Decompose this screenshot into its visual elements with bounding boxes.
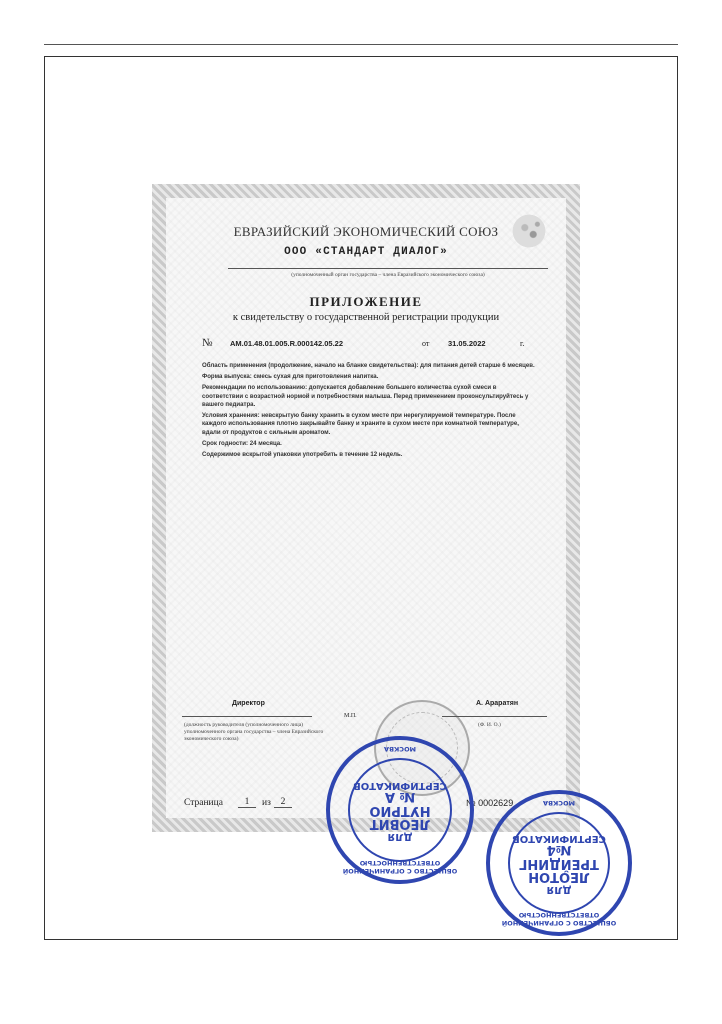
seal-place-label: М.П.: [344, 713, 357, 719]
certificate-header: [182, 224, 550, 258]
paragraph-form: Форма выпуска: смесь сухая для приготовления напитка.: [202, 373, 379, 381]
stamp-line: НУТРИО: [369, 802, 431, 818]
stamp-ring-top: ОБЩЕСТВО С ОГРАНИЧЕННОЙ ОТВЕТСТВЕННОСТЬЮ: [501, 911, 617, 927]
page-of-label: из: [262, 798, 271, 808]
stamp-ring-bottom: МОСКВА: [383, 745, 417, 753]
name-signature-line: [442, 716, 547, 717]
stamp-line: ДЛЯ: [546, 883, 572, 895]
stamp-line: №4: [546, 842, 572, 858]
paragraph-scope: Область применения (продолжение, начало на бланке свидетельства): для питания детей старше 6 месяцев.: [202, 362, 535, 369]
paragraph-usage: Рекомендации по использованию: допускается добавление большего количества сухой смеси в соответствии с возрастной нормой и потребностями малыша. Перед применением проконсультируйтесь у вашего педиатра.: [202, 384, 529, 408]
stamp-line: СЕРТИФИКАТОВ: [512, 832, 606, 844]
stamp-center: [353, 770, 447, 850]
signatory-name: А. Араратян: [476, 700, 519, 707]
page-total: 2: [274, 797, 292, 808]
serial-number: № 0002629: [466, 798, 514, 808]
date-prefix: от: [422, 339, 430, 348]
page-current: 1: [238, 797, 256, 808]
paragraph-shelf-life: Срок годности: 24 месяца.: [202, 439, 282, 447]
document-title: ПРИЛОЖЕНИЕ: [309, 294, 423, 309]
top-rule: [44, 44, 678, 45]
stamp-line: ЛЕОТОН: [528, 869, 590, 885]
paragraph-opened: Содержимое вскрытой упаковки употребить в течение 12 недель.: [202, 450, 403, 458]
paragraph-storage: Условия хранения: невскрытую банку хранить в сухом месте при нерегулируемой температуре. После каждого использования плотно закрывайте банку и храните в сухом месте при комнатной температуре, вдали от продуктов с сильным ароматом.: [202, 412, 519, 436]
stamp-line: СЕРТИФИКАТОВ: [353, 779, 447, 791]
authority-caption: (уполномоченный орган государства – члена Евразийского экономического союза): [291, 272, 485, 278]
header-divider: [228, 268, 548, 269]
fio-caption: (Ф. И. О.): [478, 722, 501, 728]
certificate-content: [182, 214, 550, 808]
position-signature-line: [182, 716, 312, 717]
stamp-ring-bottom: МОСКВА: [542, 799, 576, 807]
union-name: ЕВРАЗИЙСКИЙ ЭКОНОМИЧЕСКИЙ СОЮЗ: [233, 224, 499, 239]
stamp-center: [512, 824, 606, 902]
blue-stamp-leovit: [326, 736, 474, 884]
organization-name: ООО «СТАНДАРТ ДИАЛОГ»: [284, 246, 448, 258]
registration-number: AM.01.48.01.005.R.000142.05.22: [230, 339, 344, 348]
stamp-line: ТРЕЙДИНГ: [519, 855, 599, 871]
number-sign: №: [202, 337, 213, 349]
registration-date: 31.05.2022: [448, 339, 486, 348]
stamp-line: ДЛЯ: [387, 830, 413, 842]
stamp-line: ЛЕОВИТ: [369, 816, 431, 832]
stamp-ring-top: ОБЩЕСТВО С ОГРАНИЧЕННОЙ ОТВЕТСТВЕННОСТЬЮ: [342, 859, 458, 875]
stamp-line: № А: [384, 789, 416, 805]
certificate-form: [152, 184, 580, 832]
page-label: Страница: [184, 798, 223, 808]
document-subtitle: к свидетельству о государственной регистрации продукции: [232, 312, 500, 323]
blue-stamp-leoton: [486, 790, 632, 936]
position-caption: (должность руководителя (уполномоченного лица) уполномоченного органа государства – члена Евразийского экономического союза): [184, 722, 324, 742]
date-suffix: г.: [520, 339, 525, 348]
certificate-body: [202, 362, 538, 462]
emblem-icon: [508, 214, 550, 248]
director-label: Директор: [232, 700, 265, 707]
